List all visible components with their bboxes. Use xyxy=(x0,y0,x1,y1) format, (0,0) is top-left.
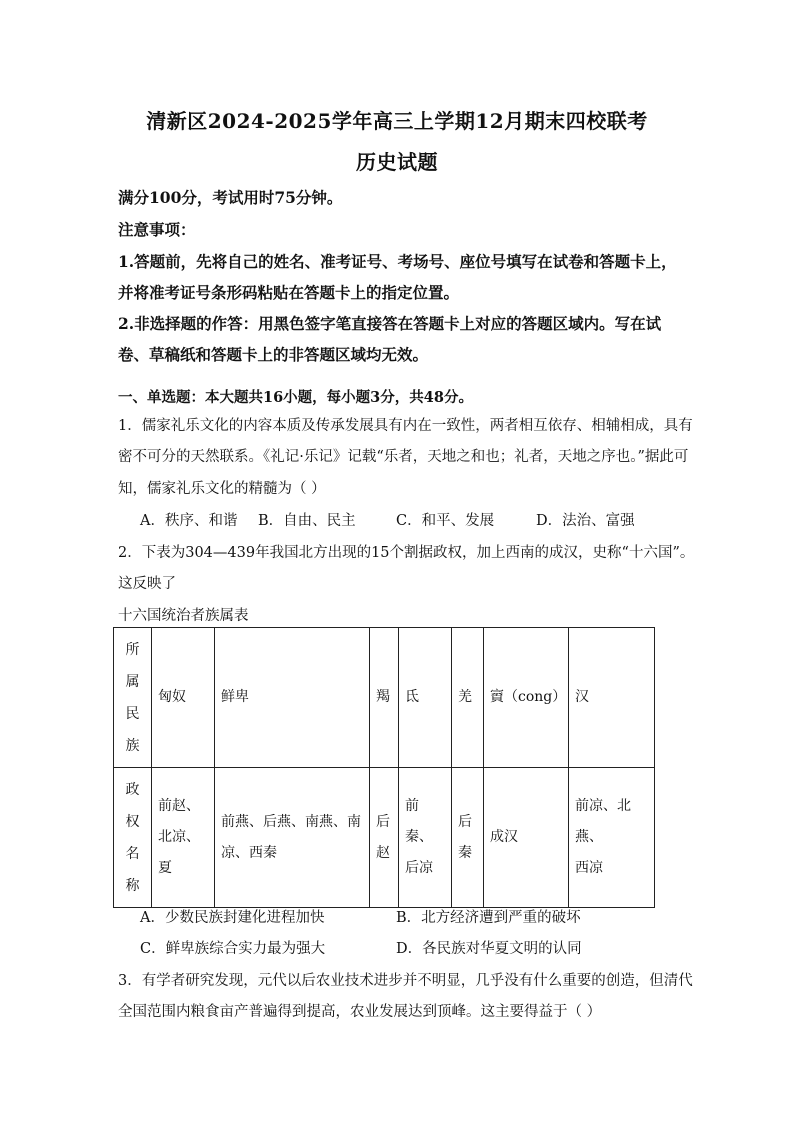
table-cell: 鲜卑 xyxy=(215,628,370,768)
q2-option-a[interactable]: A．少数民族封建化进程加快 xyxy=(140,910,325,926)
q1-option-b[interactable]: B．自由、民主 xyxy=(258,513,356,529)
table-cell: 前赵、 北凉、 夏 xyxy=(152,768,215,908)
table-cell: 氐 xyxy=(399,628,452,768)
notice-2-line1: 2.非选择题的作答：用黑色签字笔直接答在答题卡上对应的答题区域内。写在试 xyxy=(118,314,662,333)
q2-option-b[interactable]: B．北方经济遭到严重的破坏 xyxy=(396,910,581,926)
q2-line2: 这反映了 xyxy=(118,576,176,592)
notice-1-line2: 并将准考证号条形码粘贴在答题卡上的指定位置。 xyxy=(118,283,460,302)
q3-line2: 全国范围内粮食亩产普遍得到提高，农业发展达到顶峰。这主要得益于（ ） xyxy=(118,1004,602,1020)
q1-line2: 密不可分的天然联系。《礼记·乐记》记载“乐者，天地之和也；礼者，天地之序也。”据此可 xyxy=(118,449,689,465)
exam-title: 清新区2024-2025学年高三上学期12月期末四校联考 xyxy=(146,109,648,133)
q3-line1: 3．有学者研究发现，元代以后农业技术进步并不明显，几乎没有什么重要的创造，但清代 xyxy=(118,973,693,989)
q1-line3: 知，儒家礼乐文化的精髓为（ ） xyxy=(118,481,326,497)
ethnic-table xyxy=(113,627,655,908)
table-cell: 前燕、后燕、南燕、南 凉、西秦 xyxy=(215,768,370,908)
notice-2-line2: 卷、草稿纸和答题卡上的非答题区域均无效。 xyxy=(118,345,429,364)
q1-option-c[interactable]: C．和平、发展 xyxy=(396,513,495,529)
table-cell: 羯 xyxy=(370,628,399,768)
table-row-header: 所 属 民 族 xyxy=(114,628,152,768)
q2-line1: 2．下表为304—439年我国北方出现的15个割据政权，加上西南的成汉，史称“十六国”。 xyxy=(118,545,695,561)
notice-title: 注意事项： xyxy=(118,220,196,239)
table-cell: 羌 xyxy=(452,628,484,768)
table-cell: 前凉、北燕、 西凉 xyxy=(569,768,655,908)
section-heading: 一、单选题：本大题共16小题，每小题3分，共48分。 xyxy=(118,389,473,406)
table-row-header: 政 权 名 称 xyxy=(114,768,152,908)
table-cell: 匈奴 xyxy=(152,628,215,768)
table-cell: 后 秦 xyxy=(452,768,484,908)
score-line: 满分100分，考试用时75分钟。 xyxy=(118,188,343,207)
notice-1-line1: 1.答题前，先将自己的姓名、准考证号、考场号、座位号填写在试卷和答题卡上， xyxy=(118,252,677,271)
table-row xyxy=(114,768,655,908)
table-cell: 后 赵 xyxy=(370,768,399,908)
q1-option-a[interactable]: A．秩序、和谐 xyxy=(140,513,238,529)
table-row xyxy=(114,628,655,768)
table-cell: 成汉 xyxy=(484,768,569,908)
q1-line1: 1．儒家礼乐文化的内容本质及传承发展具有内在一致性，两者相互依存、相辅相成，具有 xyxy=(118,418,693,434)
q2-option-c[interactable]: C．鲜卑族综合实力最为强大 xyxy=(140,941,326,957)
q2-option-d[interactable]: D．各民族对华夏文明的认同 xyxy=(396,941,582,957)
subject-title: 历史试题 xyxy=(356,150,438,174)
table-cell: 賨（cong） xyxy=(484,628,569,768)
table-cell: 前秦、 后凉 xyxy=(399,768,452,908)
q1-option-d[interactable]: D．法治、富强 xyxy=(536,513,635,529)
q2-table-caption: 十六国统治者族属表 xyxy=(118,608,249,624)
table-cell: 汉 xyxy=(569,628,655,768)
